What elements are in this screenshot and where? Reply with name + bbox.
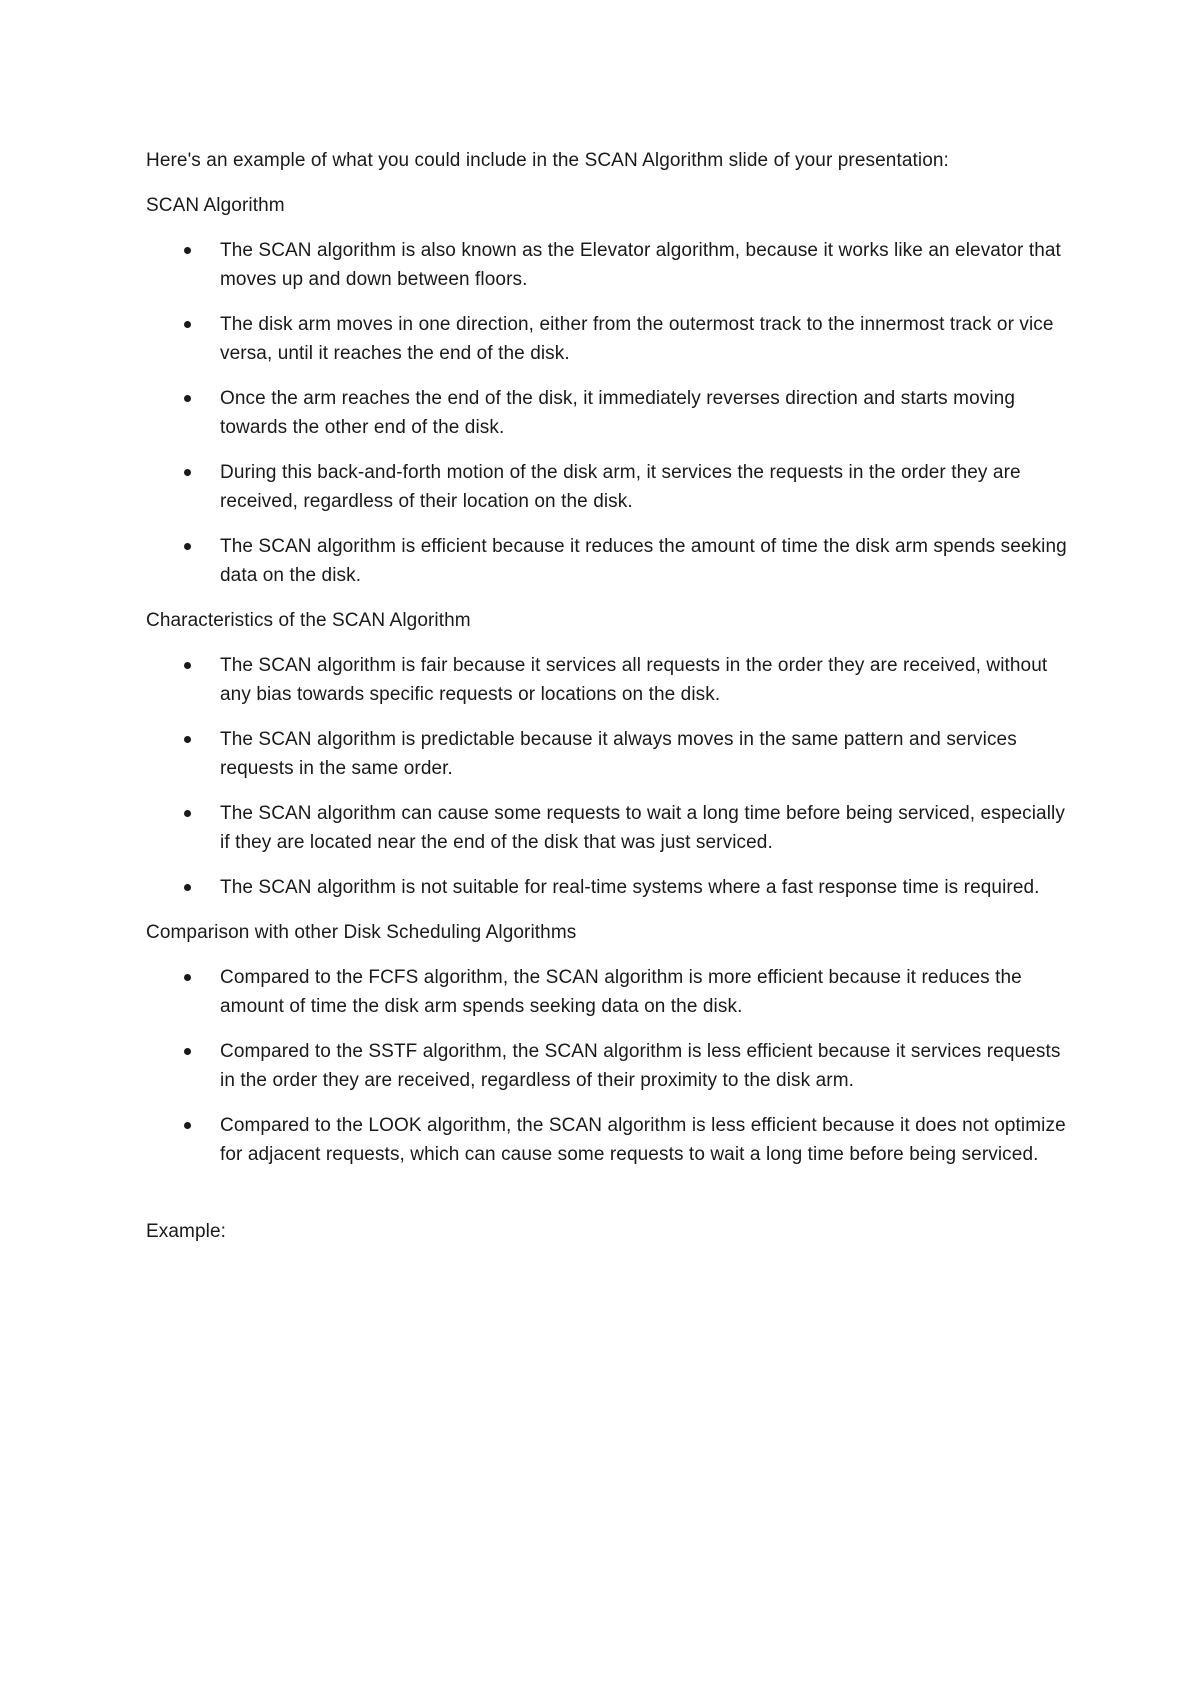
list-item — [146, 1111, 1076, 1169]
list-item-text: During this back-and-forth motion of the disk arm, it services the requests in the order they are received, regardless of their location on the disk. — [220, 462, 1021, 512]
bullet-icon — [184, 974, 191, 981]
list-item — [146, 873, 1076, 902]
list-item — [146, 725, 1076, 783]
list-item — [146, 651, 1076, 709]
list-item-text: The SCAN algorithm is efficient because it reduces the amount of time the disk arm spends seeking data on the disk. — [220, 536, 1067, 586]
list-item-text: The SCAN algorithm is also known as the Elevator algorithm, because it works like an elevator that moves up and down between floors. — [220, 240, 1061, 290]
bullet-icon — [184, 469, 191, 476]
bullet-icon — [184, 1048, 191, 1055]
bullet-icon — [184, 395, 191, 402]
list-item — [146, 799, 1076, 857]
section-heading-scan-algorithm: SCAN Algorithm — [146, 195, 285, 216]
list-item-text: The SCAN algorithm is fair because it services all requests in the order they are received, without any bias towards specific requests or locations on the disk. — [220, 655, 1048, 705]
bullet-list-scan-algorithm — [146, 236, 1076, 590]
bullet-icon — [184, 543, 191, 550]
list-item — [146, 532, 1076, 590]
spacer — [146, 1185, 1076, 1217]
list-item — [146, 310, 1076, 368]
list-item — [146, 236, 1076, 294]
bullet-icon — [184, 247, 191, 254]
list-item-text: The SCAN algorithm can cause some requests to wait a long time before being serviced, especially if they are located near the end of the disk that was just serviced. — [220, 803, 1065, 853]
list-item-text: Compared to the FCFS algorithm, the SCAN algorithm is more efficient because it reduces the amount of time the disk arm spends seeking data on the disk. — [220, 967, 1022, 1017]
list-item-text: Compared to the SSTF algorithm, the SCAN algorithm is less efficient because it services requests in the order they are received, regardless of their proximity to the disk arm. — [220, 1041, 1061, 1091]
list-item — [146, 384, 1076, 442]
list-item — [146, 963, 1076, 1021]
list-item-text: The SCAN algorithm is not suitable for real-time systems where a fast response time is required. — [220, 877, 1040, 898]
example-label: Example: — [146, 1221, 227, 1242]
intro-text: Here's an example of what you could include in the SCAN Algorithm slide of your presentation: — [146, 150, 949, 171]
list-item — [146, 1037, 1076, 1095]
section-heading-comparison: Comparison with other Disk Scheduling Algorithms — [146, 922, 577, 943]
bullet-icon — [184, 1122, 191, 1129]
list-item-text: Once the arm reaches the end of the disk, it immediately reverses direction and starts moving towards the other end of the disk. — [220, 388, 1015, 438]
list-item — [146, 458, 1076, 516]
bullet-icon — [184, 884, 191, 891]
bullet-list-characteristics — [146, 651, 1076, 902]
bullet-icon — [184, 810, 191, 817]
bullet-icon — [184, 321, 191, 328]
list-item-text: The SCAN algorithm is predictable because it always moves in the same pattern and services requests in the same order. — [220, 729, 1017, 779]
bullet-list-comparison — [146, 963, 1076, 1169]
bullet-icon — [184, 736, 191, 743]
list-item-text: Compared to the LOOK algorithm, the SCAN algorithm is less efficient because it does not optimize for adjacent requests, which can cause some requests to wait a long time before being serviced. — [220, 1115, 1066, 1165]
bullet-icon — [184, 662, 191, 669]
section-heading-characteristics: Characteristics of the SCAN Algorithm — [146, 610, 471, 631]
list-item-text: The disk arm moves in one direction, either from the outermost track to the innermost track or vice versa, until it reaches the end of the disk. — [220, 314, 1054, 364]
document-body — [146, 146, 1076, 1262]
